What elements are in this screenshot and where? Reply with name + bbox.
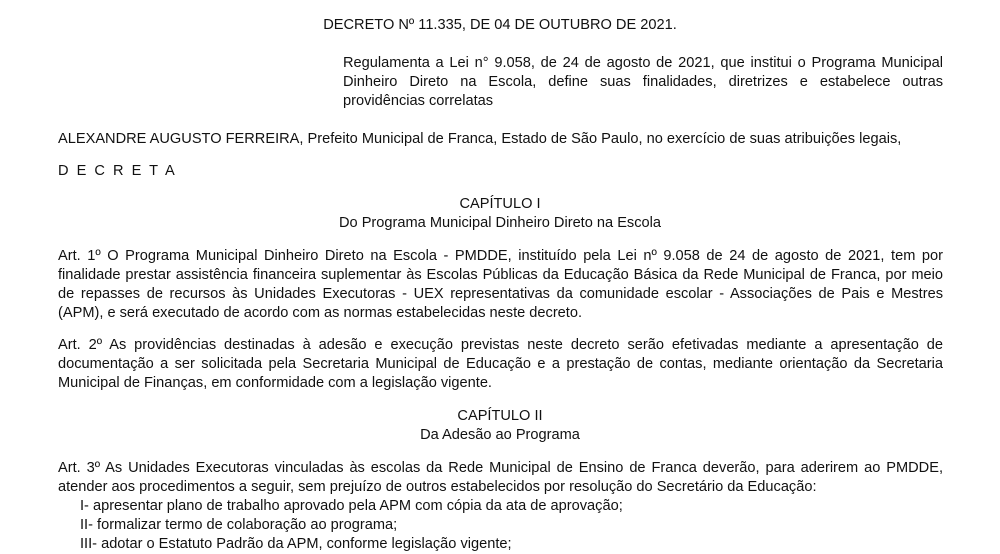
article-1: Art. 1º O Programa Municipal Dinheiro Direto na Escola - PMDDE, instituído pela Lei nº 9.058 de 24 de agosto de 2021, tem por finalidade prestar assistência financeira suplementar às Escolas Públicas da Educação Básica da Rede Municipal de Franca, por meio de repasses de recursos às Unidades Executoras - UEX representativas da comunidade escolar - Associações de Pais e Mestres (APM), e será executado de acordo com as normas estabelecidas neste decreto. [58,248,943,321]
decree-ementa: Regulamenta a Lei n° 9.058, de 24 de agosto de 2021, que institui o Programa Municipal Dinheiro Direto na Escola, define suas finalidades, diretrizes e estabelece outras providências correlatas [343,55,943,109]
article-3: Art. 3º As Unidades Executoras vinculadas às escolas da Rede Municipal de Ensino de Franca deverão, para aderirem ao PMDDE, atender aos procedimentos a seguir, sem prejuízo de outros estabelecidos por resolução do Secretário da Educação: [58,460,943,495]
article-3-item-2: II- formalizar termo de colaboração ao programa; [80,517,398,533]
chapter-2-subtitle: Da Adesão ao Programa [420,427,580,443]
decree-preamble: ALEXANDRE AUGUSTO FERREIRA, Prefeito Municipal de Franca, Estado de São Paulo, no exercício de suas atribuições legais, [58,131,902,147]
article-3-item-3: III- adotar o Estatuto Padrão da APM, conforme legislação vigente; [80,536,512,552]
article-2: Art. 2º As providências destinadas à adesão e execução previstas neste decreto serão efetivadas mediante a apresentação de documentação a ser solicitada pela Secretaria Municipal de Educação e a prestação de contas, mediante orientação da Secretaria Municipal de Finanças, em conformidade com a legislação vigente. [58,337,943,391]
decreta-heading: D E C R E T A [58,163,177,179]
decree-title: DECRETO Nº 11.335, DE 04 DE OUTUBRO DE 2021. [323,17,677,33]
chapter-1-heading: CAPÍTULO I [459,196,541,212]
article-3-item-1: I- apresentar plano de trabalho aprovado pela APM com cópia da ata de aprovação; [80,498,623,514]
chapter-1-subtitle: Do Programa Municipal Dinheiro Direto na Escola [338,215,662,231]
chapter-2-heading: CAPÍTULO II [457,408,543,424]
